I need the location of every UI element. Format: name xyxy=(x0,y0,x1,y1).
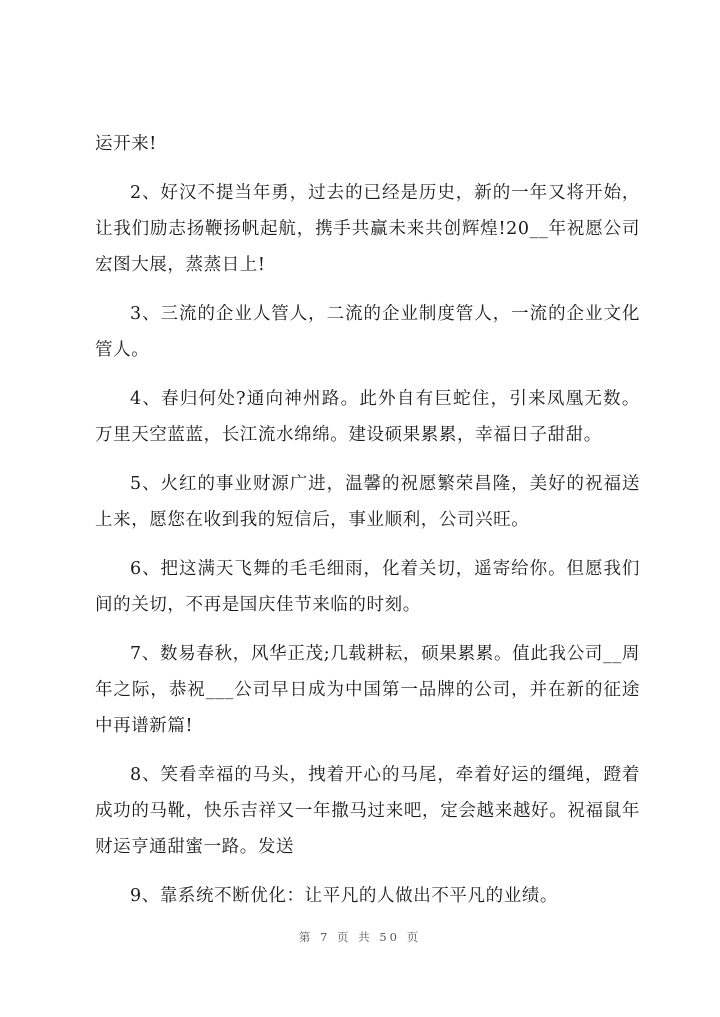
paragraph-item-6: 6、把这满天飞舞的毛毛细雨，化着关切，遥寄给你。但愿我们间的关切，不再是国庆佳节来临的时刻。 xyxy=(95,559,640,615)
paragraph-item-8: 8、笑看幸福的马头，拽着开心的马尾，牵着好运的缰绳，蹬着成功的马靴，快乐吉祥又一年撒马过来吧，定会越来越好。祝福鼠年财运亨通甜蜜一路。发送 xyxy=(95,765,640,857)
document-body xyxy=(95,126,640,927)
page-number-footer: 第 7 页 共 50 页 xyxy=(298,930,422,944)
paragraph-item-7: 7、数易春秋，风华正茂;几载耕耘，硕果累累。值此我公司__周年之际，恭祝___公司早日成为中国第一品牌的公司，并在新的征途中再谱新篇! xyxy=(95,644,640,736)
paragraph-item-4: 4、春归何处?通向神州路。此外自有巨蛇住，引来凤凰无数。万里天空蓝蓝，长江流水绵绵。建设硕果累累，幸福日子甜甜。 xyxy=(95,389,640,445)
paragraph-continuation: 运开来! xyxy=(95,134,157,154)
paragraph-item-9: 9、靠系统不断优化：让平凡的人做出不平凡的业绩。 xyxy=(130,886,559,906)
paragraph-item-5: 5、火红的事业财源广进，温馨的祝愿繁荣昌隆，美好的祝福送上来，愿您在收到我的短信后，事业顺利，公司兴旺。 xyxy=(95,474,640,530)
paragraph-item-2: 2、好汉不提当年勇，过去的已经是历史，新的一年又将开始，让我们励志扬鞭扬帆起航，携手共赢未来共创辉煌!20__年祝愿公司宏图大展，蒸蒸日上! xyxy=(95,183,640,275)
paragraph-item-3: 3、三流的企业人管人，二流的企业制度管人，一流的企业文化管人。 xyxy=(95,304,640,360)
